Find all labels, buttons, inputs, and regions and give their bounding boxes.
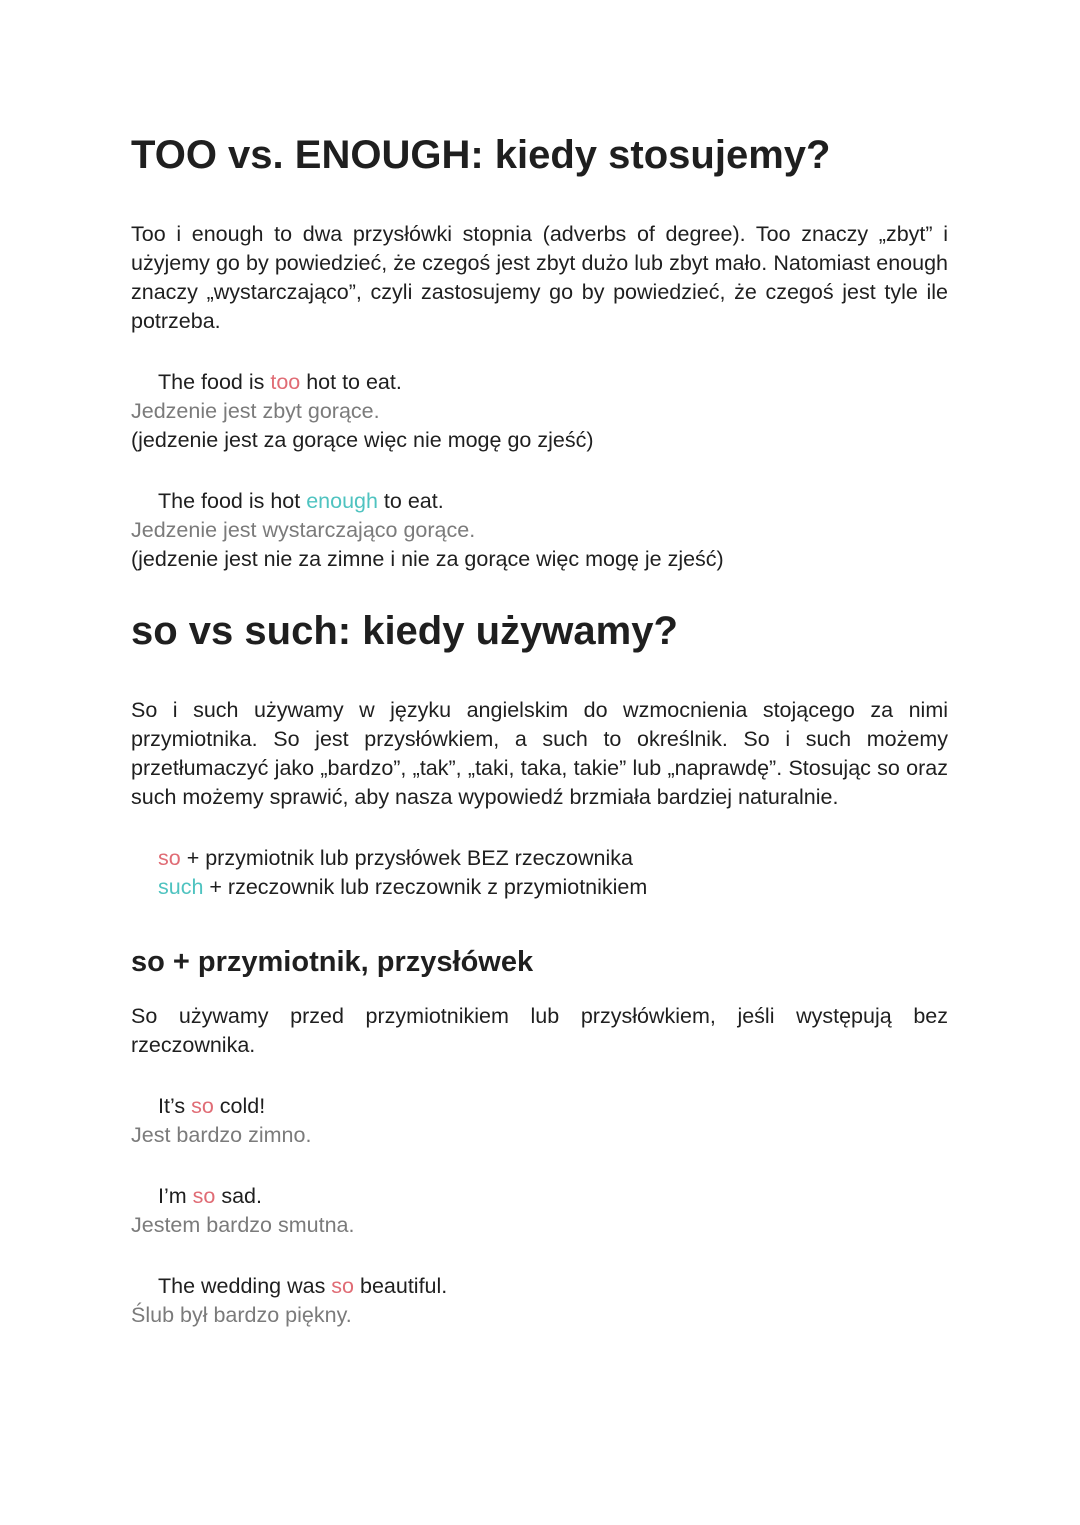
keyword-so: so <box>191 1094 214 1118</box>
example-too <box>131 368 948 455</box>
intro-paragraph-so-such: So i such używamy w języku angielskim do wzmocnienia stojącego za nimi przymiotnika. So jest przysłówkiem, a such to określnik. So i such możemy przetłumaczyć jako „bardzo”, „tak”, „taki, taka, takie” lub „naprawdę”. Stosując so oraz such możemy sprawić, aby nasza wypowiedź brzmiała bardziej naturalnie. <box>131 698 948 809</box>
example-sentence: The wedding was so beautiful. <box>158 1274 448 1298</box>
example-translation: Ślub był bardzo piękny. <box>131 1303 352 1327</box>
example-translation: Jedzenie jest zbyt gorące. <box>131 399 380 423</box>
example-sentence: The food is too hot to eat. <box>158 370 402 394</box>
example-sentence: The food is hot enough to eat. <box>158 489 444 513</box>
example-sentence: It’s so cold! <box>158 1094 266 1118</box>
section-title-too-enough: TOO vs. ENOUGH: kiedy stosujemy? <box>131 133 831 177</box>
keyword-so: so <box>192 1184 216 1208</box>
intro-paragraph-too-enough: Too i enough to dwa przysłówki stopnia (adverbs of degree). Too znaczy „zbyt” i użyjemy go by powiedzieć, że czegoś jest zbyt dużo lub zbyt mało. Natomiast enough znaczy „wystarczająco”, czyli zastosujemy go by powiedzieć, że czegoś jest tyle ile potrzeba. <box>131 222 948 333</box>
intro-paragraph-so-adjective: So używamy przed przymiotnikiem lub przysłówkiem, jeśli występują bez rzeczownika. <box>131 1004 948 1057</box>
example-enough <box>131 487 948 574</box>
rules-list <box>131 844 948 902</box>
example-sentence: I’m so sad. <box>158 1184 262 1208</box>
example-explanation: (jedzenie jest za gorące więc nie mogę go zjeść) <box>131 428 594 452</box>
section-title-so-such: so vs such: kiedy używamy? <box>131 609 678 653</box>
example-so-beautiful <box>131 1272 948 1330</box>
rule-such: such + rzeczownik lub rzeczownik z przymiotnikiem <box>158 875 648 899</box>
keyword-so: so <box>158 846 181 870</box>
keyword-such: such <box>158 875 204 899</box>
keyword-enough: enough <box>306 489 378 513</box>
example-translation: Jedzenie jest wystarczająco gorące. <box>131 518 476 542</box>
document-page <box>131 128 948 1330</box>
example-so-cold <box>131 1092 948 1150</box>
keyword-so: so <box>331 1274 355 1298</box>
section-title-so-adjective: so + przymiotnik, przysłówek <box>131 946 534 978</box>
example-translation: Jest bardzo zimno. <box>131 1123 312 1147</box>
rule-so: so + przymiotnik lub przysłówek BEZ rzeczownika <box>158 846 633 870</box>
example-explanation: (jedzenie jest nie za zimne i nie za gorące więc mogę je zjeść) <box>131 547 724 571</box>
example-so-sad <box>131 1182 948 1240</box>
example-translation: Jestem bardzo smutna. <box>131 1213 355 1237</box>
keyword-too: too <box>270 370 301 394</box>
